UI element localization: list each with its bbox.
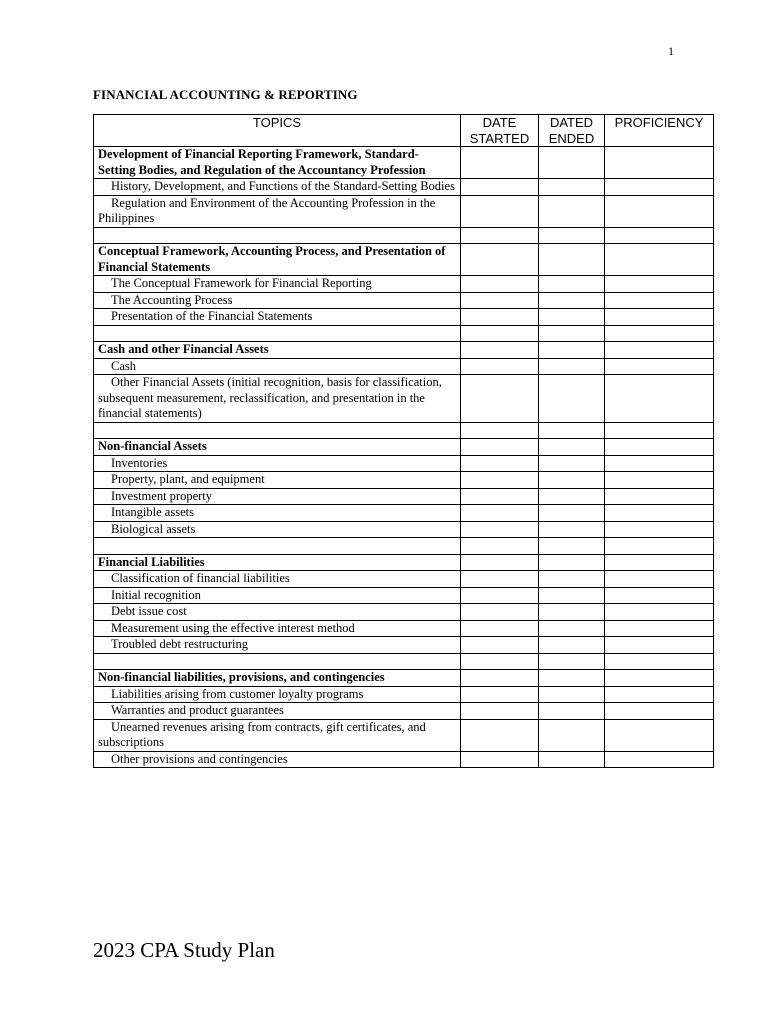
dated-ended-cell[interactable]: [539, 375, 605, 423]
dated-ended-cell[interactable]: [539, 521, 605, 538]
date-started-cell[interactable]: [461, 276, 539, 293]
date-started-cell[interactable]: [461, 342, 539, 359]
topic-cell: The Accounting Process: [94, 292, 461, 309]
date-started-cell[interactable]: [461, 554, 539, 571]
dated-ended-cell[interactable]: [539, 620, 605, 637]
proficiency-cell[interactable]: [605, 505, 714, 522]
date-started-cell[interactable]: [461, 439, 539, 456]
date-started-cell[interactable]: [461, 751, 539, 768]
date-started-cell[interactable]: [461, 703, 539, 720]
topic-section-row: [94, 670, 714, 687]
topic-cell: Unearned revenues arising from contracts, gift certificates, and subscriptions: [94, 719, 461, 751]
proficiency-cell[interactable]: [605, 686, 714, 703]
topic-row: [94, 195, 714, 227]
topic-row: [94, 179, 714, 196]
proficiency-cell[interactable]: [605, 195, 714, 227]
topic-cell: [94, 538, 461, 555]
topic-cell: Other provisions and contingencies: [94, 751, 461, 768]
date-started-cell[interactable]: [461, 719, 539, 751]
date-started-cell[interactable]: [461, 488, 539, 505]
proficiency-cell[interactable]: [605, 244, 714, 276]
topic-row: [94, 309, 714, 326]
section-heading: Conceptual Framework, Accounting Process, and Presentation of Financial Statements: [94, 244, 461, 276]
topic-row: [94, 604, 714, 621]
dated-ended-cell[interactable]: [539, 309, 605, 326]
study-plan-table: [93, 114, 714, 768]
dated-ended-cell[interactable]: [539, 472, 605, 489]
table-spacer-row: [94, 227, 714, 244]
topic-cell: [94, 653, 461, 670]
date-started-cell[interactable]: [461, 422, 539, 439]
date-started-cell[interactable]: [461, 195, 539, 227]
date-started-cell[interactable]: [461, 179, 539, 196]
page-number: 1: [668, 44, 674, 58]
column-header-dated-ended: DATED ENDED: [539, 115, 605, 147]
dated-ended-cell[interactable]: [539, 751, 605, 768]
proficiency-cell[interactable]: [605, 620, 714, 637]
topic-row: [94, 375, 714, 423]
date-started-cell[interactable]: [461, 358, 539, 375]
dated-ended-cell[interactable]: [539, 358, 605, 375]
topic-cell: Inventories: [94, 455, 461, 472]
proficiency-cell[interactable]: [605, 571, 714, 588]
table-spacer-row: [94, 422, 714, 439]
proficiency-cell[interactable]: [605, 472, 714, 489]
proficiency-cell[interactable]: [605, 521, 714, 538]
column-header-topics: TOPICS: [94, 115, 461, 147]
topic-cell: [94, 325, 461, 342]
table-spacer-row: [94, 538, 714, 555]
topic-row: [94, 276, 714, 293]
section-heading: Financial Liabilities: [94, 554, 461, 571]
topic-row: [94, 472, 714, 489]
dated-ended-cell[interactable]: [539, 703, 605, 720]
proficiency-cell[interactable]: [605, 179, 714, 196]
topic-cell: [94, 422, 461, 439]
topic-row: [94, 587, 714, 604]
proficiency-cell[interactable]: [605, 439, 714, 456]
proficiency-cell[interactable]: [605, 227, 714, 244]
topic-row: [94, 719, 714, 751]
dated-ended-cell[interactable]: [539, 179, 605, 196]
topic-cell: Warranties and product guarantees: [94, 703, 461, 720]
dated-ended-cell[interactable]: [539, 488, 605, 505]
topic-section-row: [94, 439, 714, 456]
proficiency-cell[interactable]: [605, 670, 714, 687]
dated-ended-cell[interactable]: [539, 653, 605, 670]
date-started-cell[interactable]: [461, 375, 539, 423]
proficiency-cell[interactable]: [605, 342, 714, 359]
topic-cell: Measurement using the effective interest method: [94, 620, 461, 637]
dated-ended-cell[interactable]: [539, 538, 605, 555]
table-spacer-row: [94, 653, 714, 670]
topic-cell: Cash: [94, 358, 461, 375]
document-title: FINANCIAL ACCOUNTING & REPORTING: [93, 87, 358, 102]
dated-ended-cell[interactable]: [539, 325, 605, 342]
dated-ended-cell[interactable]: [539, 670, 605, 687]
dated-ended-cell[interactable]: [539, 292, 605, 309]
dated-ended-cell[interactable]: [539, 244, 605, 276]
topic-cell: Troubled debt restructuring: [94, 637, 461, 654]
topic-row: [94, 686, 714, 703]
date-started-cell[interactable]: [461, 521, 539, 538]
table-header-row: [94, 115, 714, 147]
dated-ended-cell[interactable]: [539, 439, 605, 456]
table-body: [94, 147, 714, 768]
topic-cell: Other Financial Assets (initial recognition, basis for classification, subsequent measurement, reclassification, and presentation in the financial statements): [94, 375, 461, 423]
dated-ended-cell[interactable]: [539, 571, 605, 588]
proficiency-cell[interactable]: [605, 455, 714, 472]
section-heading: Development of Financial Reporting Framework, Standard-Setting Bodies, and Regulation of the Accountancy Profession: [94, 147, 461, 179]
date-started-cell[interactable]: [461, 571, 539, 588]
proficiency-cell[interactable]: [605, 358, 714, 375]
topic-section-row: [94, 147, 714, 179]
topic-section-row: [94, 244, 714, 276]
topic-cell: Investment property: [94, 488, 461, 505]
proficiency-cell[interactable]: [605, 276, 714, 293]
topic-row: [94, 637, 714, 654]
proficiency-cell[interactable]: [605, 488, 714, 505]
date-started-cell[interactable]: [461, 604, 539, 621]
dated-ended-cell[interactable]: [539, 455, 605, 472]
proficiency-cell[interactable]: [605, 375, 714, 423]
date-started-cell[interactable]: [461, 637, 539, 654]
dated-ended-cell[interactable]: [539, 342, 605, 359]
proficiency-cell[interactable]: [605, 325, 714, 342]
date-started-cell[interactable]: [461, 227, 539, 244]
proficiency-cell[interactable]: [605, 653, 714, 670]
topic-cell: Regulation and Environment of the Accounting Profession in the Philippines: [94, 195, 461, 227]
topic-row: [94, 620, 714, 637]
topic-cell: Intangible assets: [94, 505, 461, 522]
topic-cell: Presentation of the Financial Statements: [94, 309, 461, 326]
dated-ended-cell[interactable]: [539, 686, 605, 703]
dated-ended-cell[interactable]: [539, 147, 605, 179]
proficiency-cell[interactable]: [605, 538, 714, 555]
footer-text: 2023 CPA Study Plan: [93, 938, 275, 962]
dated-ended-cell[interactable]: [539, 276, 605, 293]
topic-row: [94, 292, 714, 309]
topic-row: [94, 455, 714, 472]
date-started-cell[interactable]: [461, 244, 539, 276]
column-header-proficiency: PROFICIENCY: [605, 115, 714, 147]
column-header-date-started: DATE STARTED: [461, 115, 539, 147]
topic-row: [94, 488, 714, 505]
dated-ended-cell[interactable]: [539, 719, 605, 751]
proficiency-cell[interactable]: [605, 637, 714, 654]
dated-ended-cell[interactable]: [539, 604, 605, 621]
date-started-cell[interactable]: [461, 455, 539, 472]
date-started-cell[interactable]: [461, 505, 539, 522]
date-started-cell[interactable]: [461, 292, 539, 309]
dated-ended-cell[interactable]: [539, 587, 605, 604]
topic-row: [94, 571, 714, 588]
date-started-cell[interactable]: [461, 147, 539, 179]
dated-ended-cell[interactable]: [539, 505, 605, 522]
topic-cell: Debt issue cost: [94, 604, 461, 621]
proficiency-cell[interactable]: [605, 292, 714, 309]
topic-row: [94, 358, 714, 375]
date-started-cell[interactable]: [461, 538, 539, 555]
dated-ended-cell[interactable]: [539, 227, 605, 244]
dated-ended-cell[interactable]: [539, 422, 605, 439]
topic-cell: [94, 227, 461, 244]
section-heading: Non-financial Assets: [94, 439, 461, 456]
proficiency-cell[interactable]: [605, 147, 714, 179]
topic-cell: Biological assets: [94, 521, 461, 538]
topic-row: [94, 751, 714, 768]
date-started-cell[interactable]: [461, 620, 539, 637]
section-heading: Cash and other Financial Assets: [94, 342, 461, 359]
proficiency-cell[interactable]: [605, 422, 714, 439]
topic-section-row: [94, 554, 714, 571]
dated-ended-cell[interactable]: [539, 554, 605, 571]
proficiency-cell[interactable]: [605, 604, 714, 621]
proficiency-cell[interactable]: [605, 587, 714, 604]
date-started-cell[interactable]: [461, 472, 539, 489]
section-heading: Non-financial liabilities, provisions, and contingencies: [94, 670, 461, 687]
topic-row: [94, 703, 714, 720]
date-started-cell[interactable]: [461, 653, 539, 670]
proficiency-cell[interactable]: [605, 309, 714, 326]
topic-cell: The Conceptual Framework for Financial Reporting: [94, 276, 461, 293]
date-started-cell[interactable]: [461, 325, 539, 342]
topic-cell: Initial recognition: [94, 587, 461, 604]
date-started-cell[interactable]: [461, 686, 539, 703]
dated-ended-cell[interactable]: [539, 195, 605, 227]
topic-row: [94, 505, 714, 522]
proficiency-cell[interactable]: [605, 554, 714, 571]
table-spacer-row: [94, 325, 714, 342]
proficiency-cell[interactable]: [605, 703, 714, 720]
dated-ended-cell[interactable]: [539, 637, 605, 654]
proficiency-cell[interactable]: [605, 751, 714, 768]
topic-section-row: [94, 342, 714, 359]
topic-cell: Classification of financial liabilities: [94, 571, 461, 588]
topic-cell: Liabilities arising from customer loyalty programs: [94, 686, 461, 703]
date-started-cell[interactable]: [461, 670, 539, 687]
topic-row: [94, 521, 714, 538]
topic-cell: Property, plant, and equipment: [94, 472, 461, 489]
date-started-cell[interactable]: [461, 309, 539, 326]
date-started-cell[interactable]: [461, 587, 539, 604]
topic-cell: History, Development, and Functions of the Standard-Setting Bodies: [94, 179, 461, 196]
proficiency-cell[interactable]: [605, 719, 714, 751]
